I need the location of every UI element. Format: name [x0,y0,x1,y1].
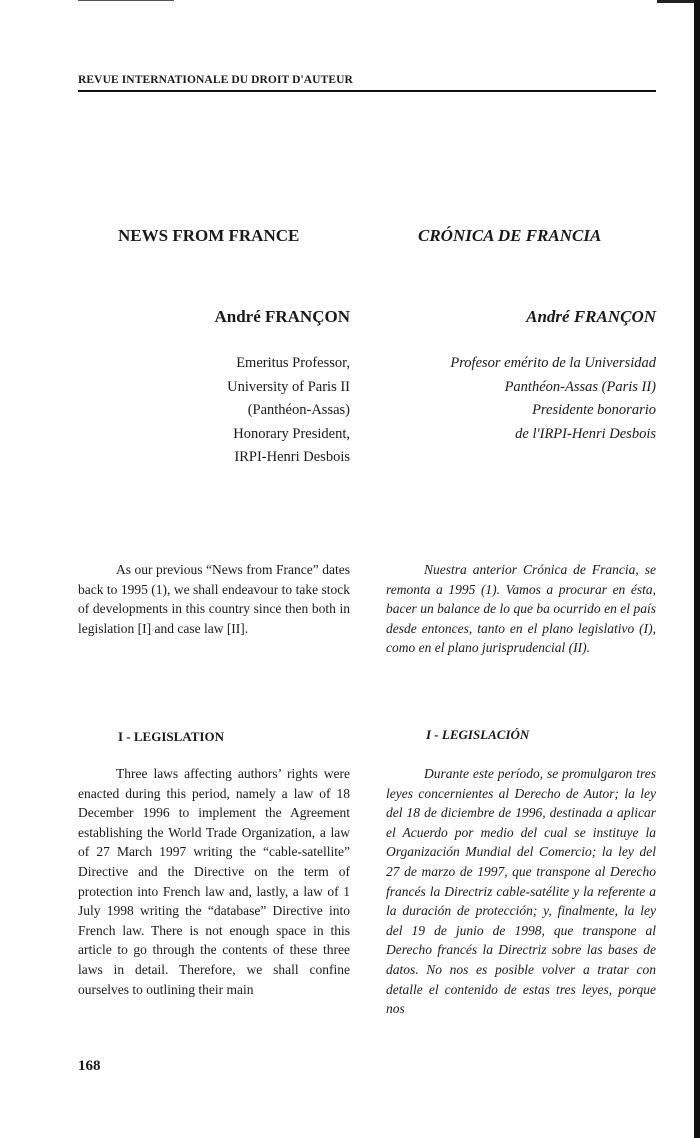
top-scan-mark-left [78,0,174,1]
affiliation-line: Panthéon-Assas (Paris II) [504,378,656,395]
page-edge-shadow [694,0,700,1138]
affiliation-line: Emeritus Professor, [236,355,350,371]
intro-paragraph-english: As our previous “News from France” dates back to 1995 (1), we shall endeavour to take stock of developments in this country since then both in legislation [I] and case law [II]. [78,562,350,636]
intro-paragraph-spanish: Nuestra anterior Crónica de Francia, se remonta a 1995 (1). Vamos a procurar en ésta, bacer un balance de lo que ba ocurrido en el país desde entonces, tanto en el plano legislativo (I), como en el plano jurisprudencial (II). [386,562,656,655]
author-affiliation-english [78,352,350,470]
affiliation-line: de l'IRPI-Henri Desbois [515,425,656,442]
author-name-english: André FRANÇON [214,307,350,326]
body-paragraph-spanish: Durante este período, se promulgaron tres leyes concernientes al Derecho de Autor; la ley del 18 de diciembre de 1996, destinada a aplicar el Acuerdo por medio del cual se instituye la Organización Mundial del Comercio; la ley del 27 de marzo de 1997, que transpone al Derecho francés la Directriz cable-satélite y la referente a la duración de protección; y, finalmente, la ley del 19 de junio de 1998, que transpone al Derecho francés la Directriz sobre las bases de datos. No nos es posible volver a tratar con detalle el contenido de estas tres leyes, porque nos [386,766,656,1017]
running-header: REVUE INTERNATIONALE DU DROIT D'AUTEUR [78,74,353,86]
page-number: 168 [78,1058,101,1074]
section-heading-spanish: I - LEGISLACIÓN [426,727,530,742]
author-name-spanish: André FRANÇON [526,307,656,326]
body-paragraph-english: Three laws affecting authors’ rights were enacted during this period, namely a law of 18 December 1996 to implement the Agreement establishing the World Trade Organization, a law of 27 March 1997 writing the “cable-satellite” Directive and the Directive on the term of protection into French law and, lastly, a law of 1 July 1998 writing the “database” Directive into French law. There is not enough space in this article to go through the contents of these three laws in detail. Therefore, we shall confine ourselves to outlining their main [78,766,350,997]
article-title-spanish: CRÓNICA DE FRANCIA [418,226,602,245]
header-rule [78,90,656,92]
section-heading-english: I - LEGISLATION [118,729,224,744]
affiliation-line: Honorary President, [233,425,350,442]
article-title-english: NEWS FROM FRANCE [118,226,300,245]
affiliation-line: Profesor emérito de la Universidad [450,355,656,371]
affiliation-line: University of Paris II [227,378,350,395]
affiliation-line: IRPI-Henri Desbois [234,449,350,465]
author-affiliation-spanish [380,352,656,446]
affiliation-line: Presidente bonorario [532,402,656,418]
affiliation-line: (Panthéon-Assas) [247,402,350,418]
